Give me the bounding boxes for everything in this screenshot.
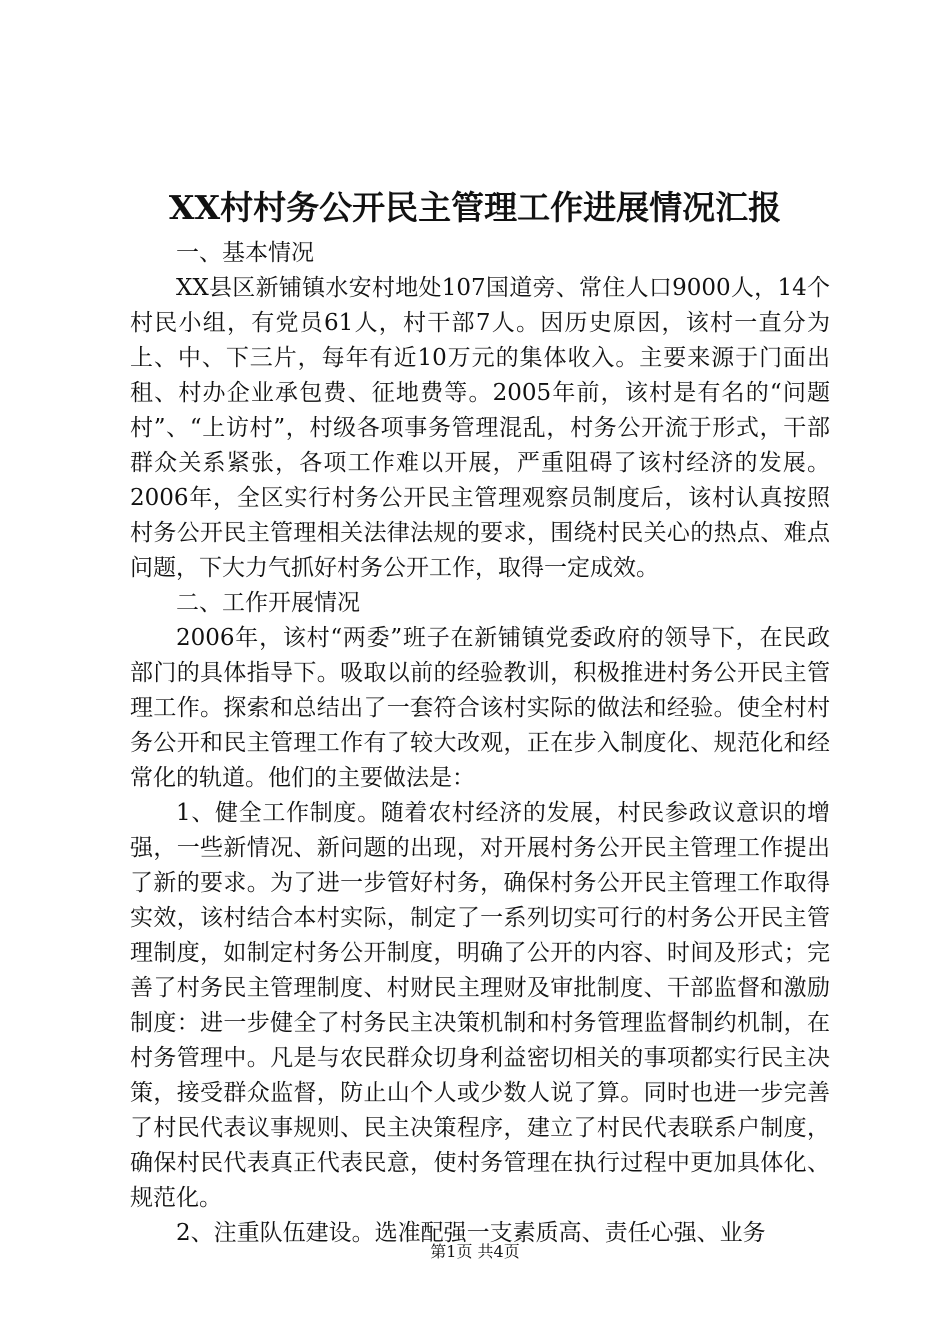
paragraph-item-2: 2、注重队伍建设。选准配强一支素质高、责任心强、业务: [176, 1220, 766, 1246]
page-footer: 第1页 共4页: [430, 1242, 520, 1261]
paragraph-item-1: 1、健全工作制度。随着农村经济的发展，村民参政议意识的增强，一些新情况、新问题的出现，对开展村务公开民主管理工作提出了新的要求。为了进一步管好村务，确保村务公开民主管理工作取得实效，该村结合本村实际，制定了一系列切实可行的村务公开民主管理制度，如制定村务公开制度，明确了公开的内容、时间及形式；完善了村务民主管理制度、村财民主理财及审批制度、干部监督和激励制度：进一步健全了村务民主决策机制和村务管理监督制约机制，在村务管理中。凡是与农民群众切身利益密切相关的事项都实行民主决策，接受群众监督，防止山个人或少数人说了算。同时也进一步完善了村民代表议事规则、民主决策程序，建立了村民代表联系户制度，确保村民代表真正代表民意，使村务管理在执行过程中更加具体化、规范化。: [130, 800, 830, 1211]
paragraph-basic-info: XX县区新铺镇水安村地处107国道旁、常住人口9000人，14个村民小组，有党员61人，村干部7人。因历史原因，该村一直分为上、中、下三片，每年有近10万元的集体收入。主要来源于门面出租、村办企业承包费、征地费等。2005年前，该村是有名的“问题村”、“上访村”，村级各项事务管理混乱，村务公开流于形式，干部群众关系紧张，各项工作难以开展，严重阻碍了该村经济的发展。2006年，全区实行村务公开民主管理观察员制度后，该村认真按照村务公开民主管理相关法律法规的要求，围绕村民关心的热点、难点问题，下大力气抓好村务公开工作，取得一定成效。: [130, 275, 830, 581]
section-heading-basic: 一、基本情况: [176, 240, 314, 266]
document-title: XX村村务公开民主管理工作进展情况汇报: [168, 188, 782, 227]
document-body: [130, 236, 830, 1251]
section-heading-work: 二、工作开展情况: [176, 590, 360, 616]
paragraph-work-overview: 2006年，该村“两委”班子在新铺镇党委政府的领导下，在民政部门的具体指导下。吸取以前的经验教训，积极推进村务公开民主管理工作。探索和总结出了一套符合该村实际的做法和经验。使全村村务公开和民主管理工作有了较大改观，正在步入制度化、规范化和经常化的轨道。他们的主要做法是：: [130, 625, 830, 791]
